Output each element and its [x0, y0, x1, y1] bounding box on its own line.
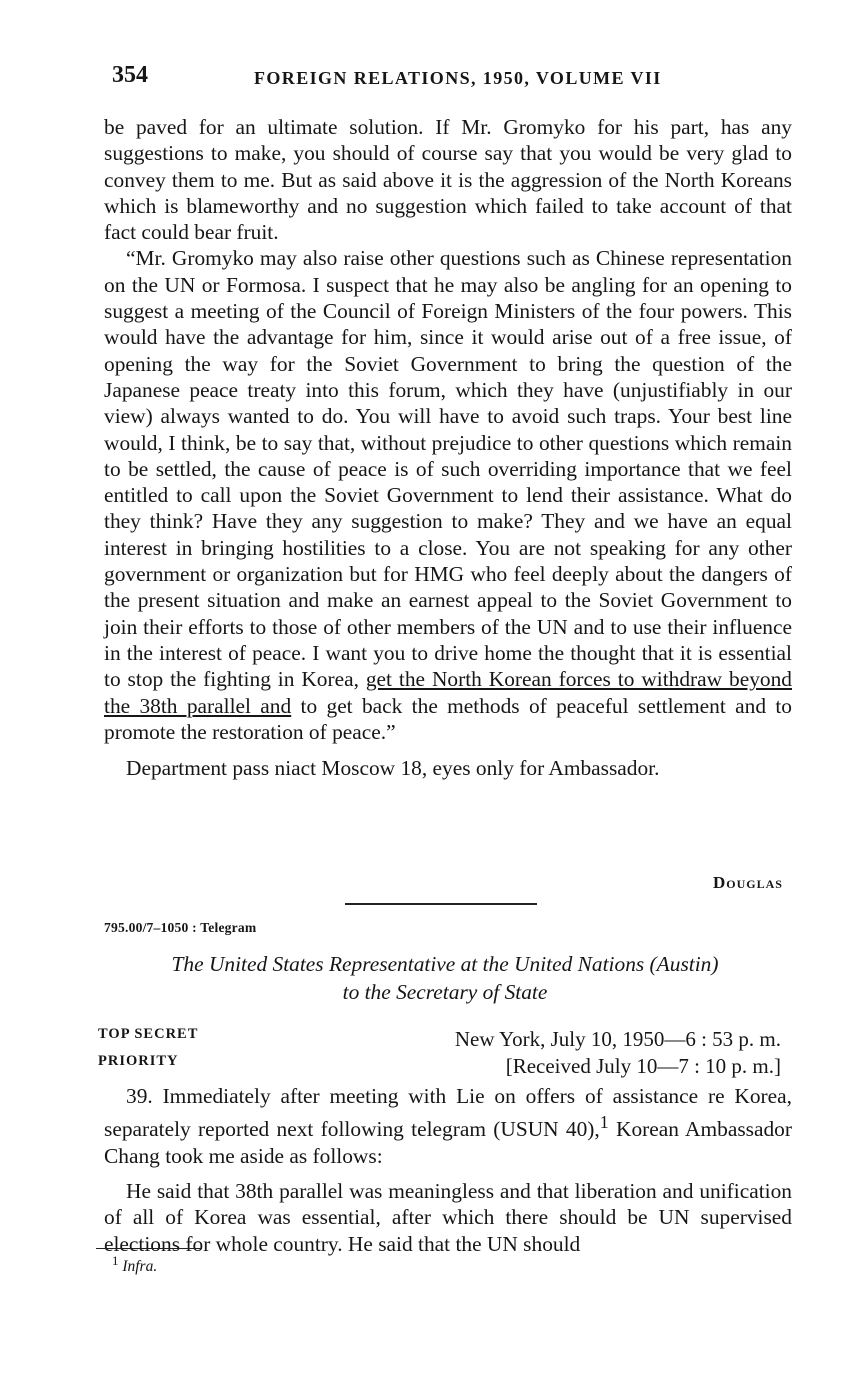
footnote-number: 1 [112, 1253, 119, 1268]
body-text-run: to get back the methods of peaceful settlement and to promote the restoration of peace.” [104, 693, 792, 744]
body-text-run: 39. Immediately after meeting with Lie on offers of assistance re Korea, separately reported next following telegram (USUN 40), [104, 1084, 792, 1142]
body-paragraph [104, 1083, 792, 1169]
instruction-paragraph: Department pass niact Moscow 18, eyes only for Ambassador. [126, 756, 660, 781]
signature: Douglas [713, 873, 783, 892]
document-heading [104, 950, 786, 1006]
telegram-body-continued [104, 114, 792, 781]
dateline-sent: New York, July 10, 1950—6 : 53 p. m. [454, 1027, 781, 1051]
body-text-run: “Mr. Gromyko may also raise other questions such as Chinese representation on the UN or Formosa. I suspect that he may also be angling for an opening to suggest a meeting of the Council of Foreign Ministers of the four powers. This would have the advantage for him, since it would arise out of a free issue, of opening the way for the Soviet Government to bring the question of the Japanese peace treaty into this forum, which they have (unjustifiably in our view) always wanted to do. You will have to avoid such traps. Your best line would, I think, be to say that, without prejudice to other questions which remain to be settled, the cause of peace is of such overriding importance that we feel entitled to call upon the Soviet Government to lend their assistance. What do they think? Have they any suggestion to make? They and we have an equal interest in bringing hostilities to a close. You are not speaking for any other government or organization but for HMG who feel deeply about the dangers of the present situation and make an earnest appeal to the Soviet Government to join their efforts to those of other members of the UN and to use their influence in the interest of peace. I want you to drive home the thought that it is essential to stop the fighting in Korea, [104, 246, 792, 692]
underlined-text: get the North Korean forces to withdraw beyond the 38th parallel and [104, 667, 792, 718]
body-text-run: Korean Ambassador Chang took me aside as follows: [104, 1117, 792, 1168]
running-head [112, 62, 672, 92]
section-divider [345, 903, 537, 905]
file-reference: 795.00/7–1050 : Telegram [104, 920, 257, 935]
dateline [455, 1026, 781, 1080]
classification-label: TOP SECRET [98, 1026, 199, 1042]
heading-line: to the Secretary of State [342, 980, 548, 1004]
body-paragraph: be paved for an ultimate solution. If Mr. Gromyko for his part, has any suggestions to make, you should of course say that you would be very glad to convey them to me. But as said above it is the aggression of the North Koreans which is blameworthy and no suggestion which failed to take account of that fact could bear fruit. [104, 115, 792, 245]
footnote-mark: 1 [599, 1112, 609, 1133]
footnote [112, 1253, 157, 1276]
footnote-rule [96, 1248, 202, 1249]
priority-label: PRIORITY [98, 1053, 179, 1069]
footnote-text: Infra. [118, 1258, 158, 1276]
body-paragraph: He said that 38th parallel was meaningless and that liberation and unification of all of Korea was essential, after which there should be UN supervised elections for whole country. He said that the UN should [104, 1179, 792, 1256]
body-paragraph-quote [104, 245, 792, 745]
dateline-received: [Received July 10—7 : 10 p. m.] [505, 1054, 781, 1078]
heading-line: The United States Representative at the United Nations (Austin) [171, 952, 719, 976]
telegram-body [104, 1083, 792, 1266]
running-title: FOREIGN RELATIONS, 1950, VOLUME VII [254, 68, 662, 88]
page-number: 354 [112, 62, 148, 88]
